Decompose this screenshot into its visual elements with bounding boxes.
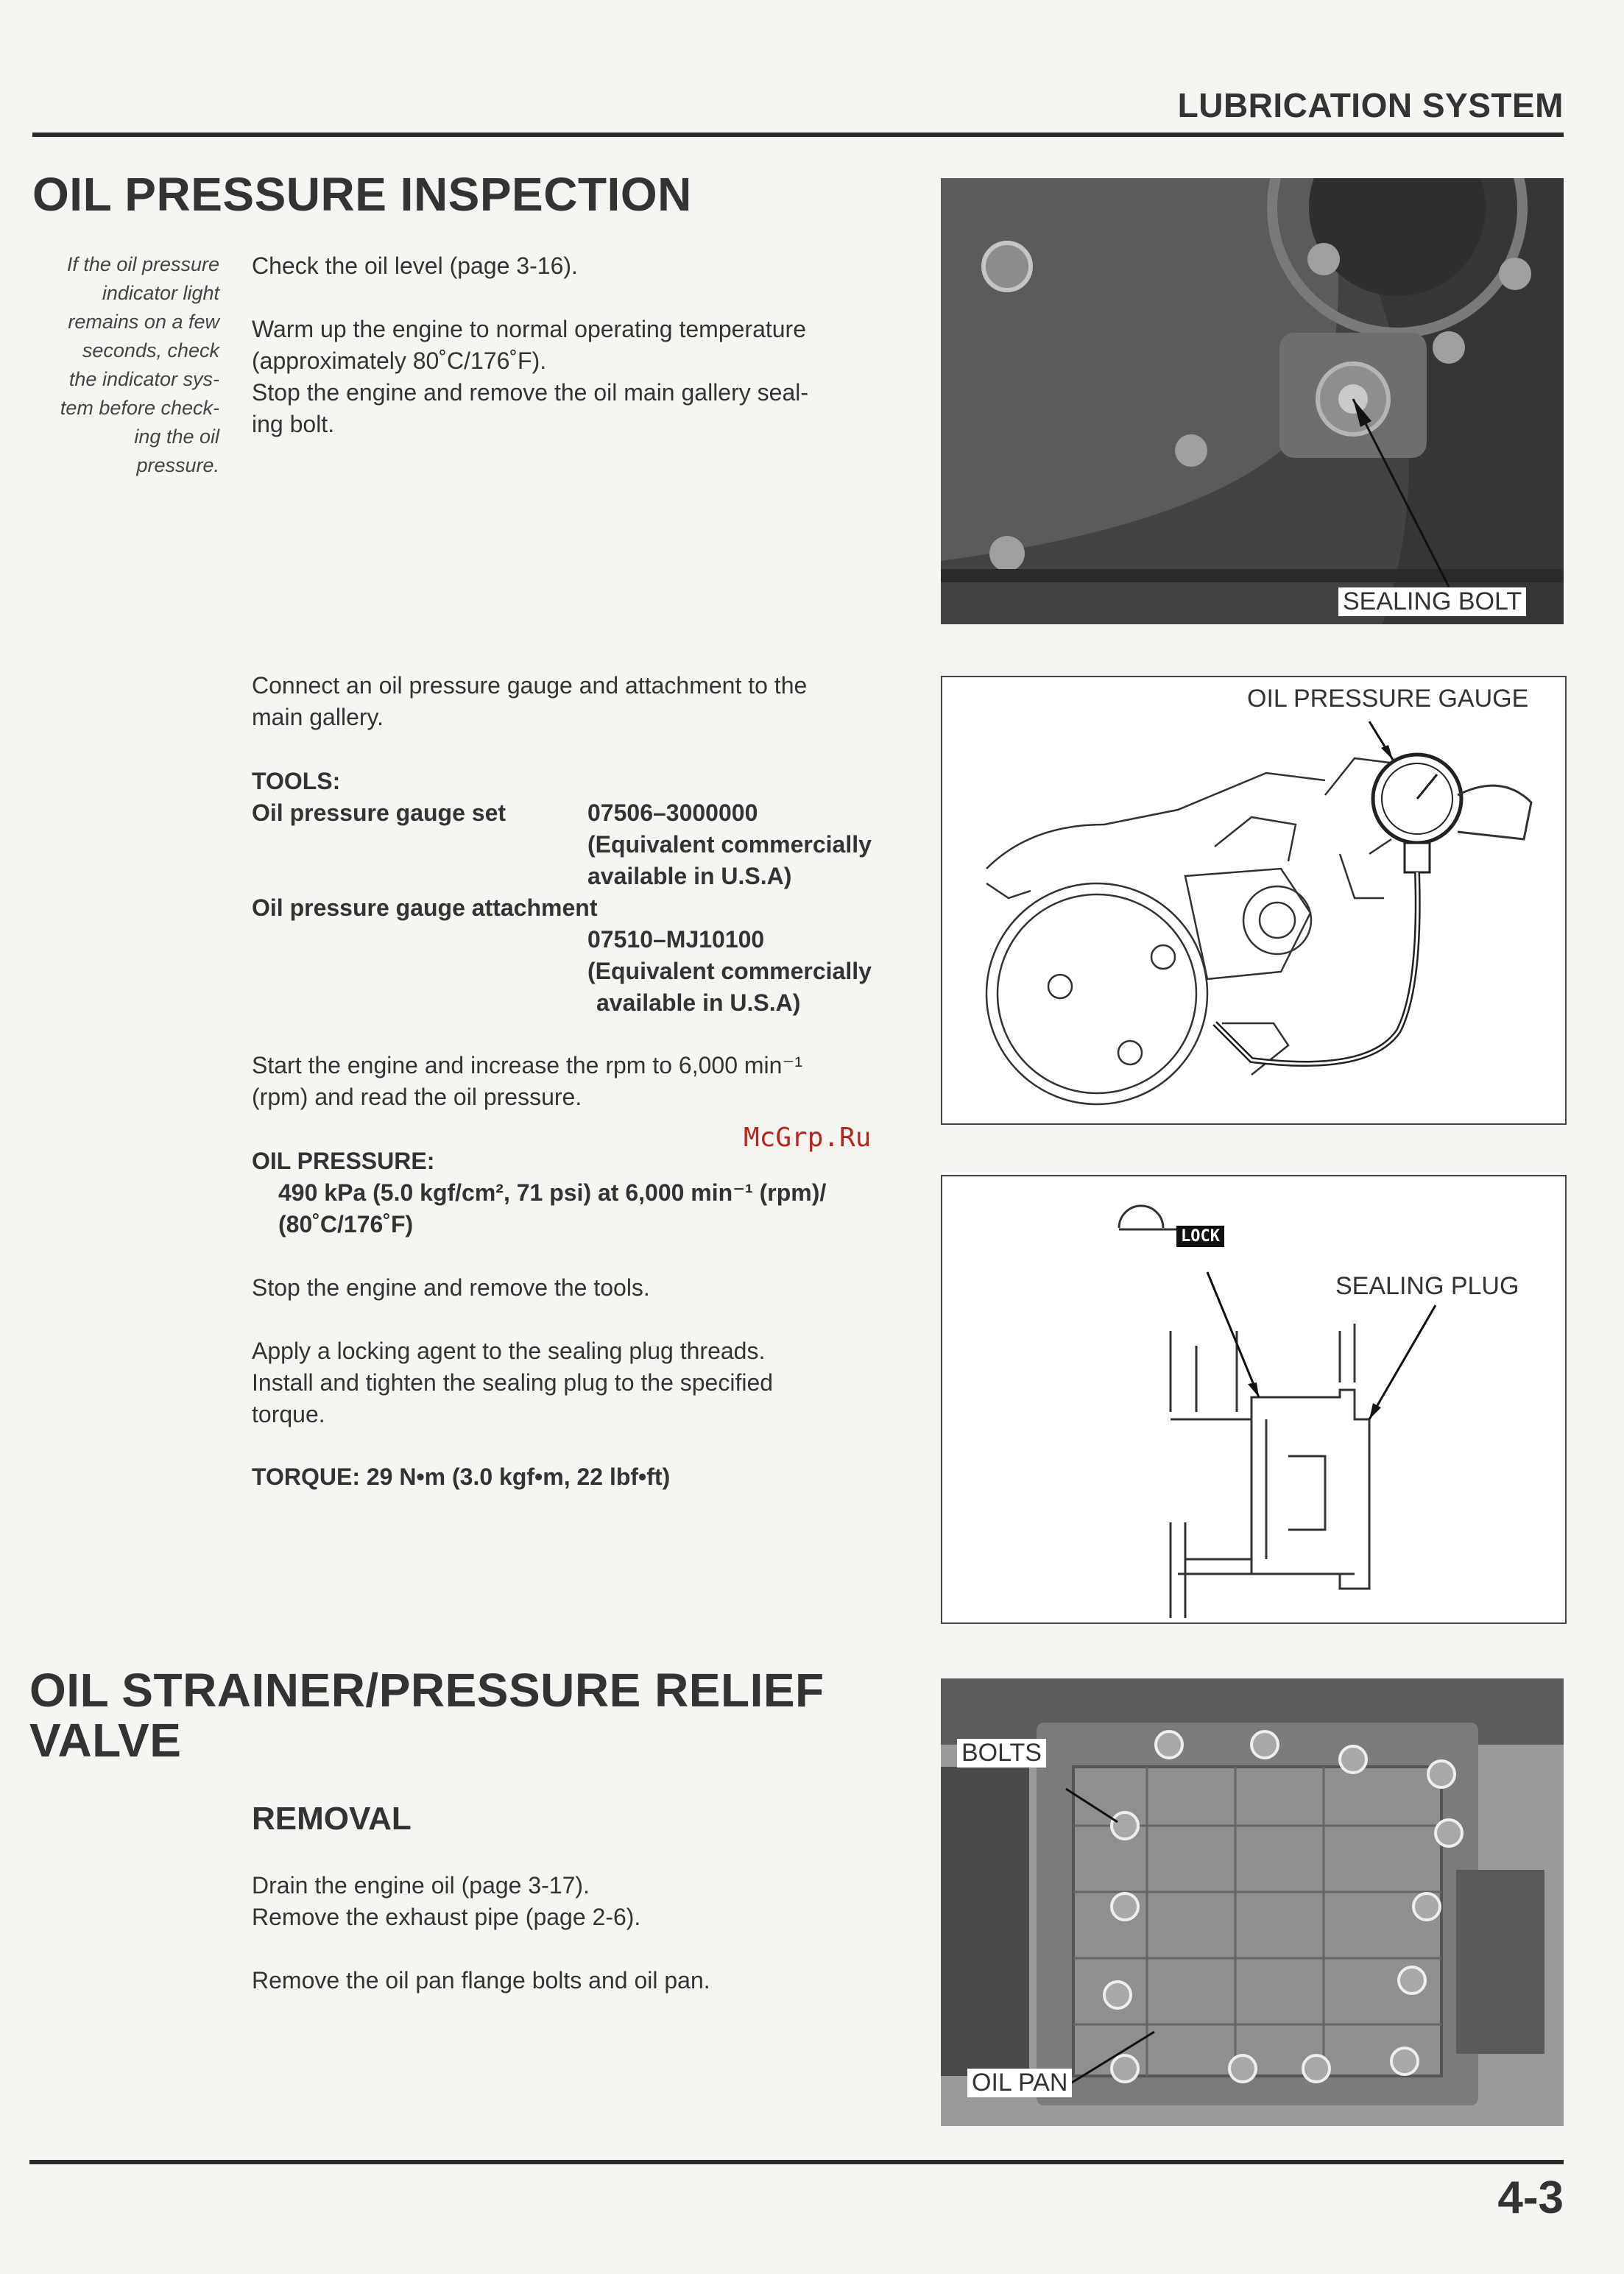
label-oil-pan: OIL PAN bbox=[967, 2069, 1072, 2097]
body-text-2: Connect an oil pressure gauge and attachment to the main gallery. bbox=[252, 672, 808, 730]
section-title-oil-strainer: OIL STRAINER/PRESSURE RELIEF VALVE bbox=[29, 1664, 825, 1767]
page-number: 4-3 bbox=[1497, 2172, 1564, 2223]
engine-cover-photo bbox=[941, 178, 1564, 624]
label-sealing-plug: SEALING PLUG bbox=[1335, 1272, 1519, 1300]
oil-pressure-heading: OIL PRESSURE: bbox=[252, 1148, 435, 1174]
tool1-number: 07506–3000000 (Equivalent commercially available in U.S.A) bbox=[587, 799, 872, 889]
oil-pressure-spec: OIL PRESSURE: 490 kPa (5.0 kgf/cm², 71 psi) at 6,000 min⁻¹ (rpm)/ (80˚C/176˚F) bbox=[252, 1145, 914, 1240]
label-oil-pressure-gauge: OIL PRESSURE GAUGE bbox=[1243, 685, 1533, 713]
section-title-oil-pressure: OIL PRESSURE INSPECTION bbox=[32, 168, 692, 221]
oil-pressure-gauge-diagram bbox=[942, 677, 1565, 1123]
section-header: LUBRICATION SYSTEM bbox=[1177, 86, 1564, 124]
tool2-name: Oil pressure gauge attachment bbox=[252, 894, 598, 921]
tools-heading: TOOLS: bbox=[252, 768, 341, 794]
figure-sealing-plug bbox=[941, 1175, 1567, 1624]
tool1-name: Oil pressure gauge set bbox=[252, 799, 506, 826]
figure-oil-pressure-gauge bbox=[941, 676, 1567, 1125]
tool2-number: 07510–MJ10100 (Equivalent commercially available in U.S.A) bbox=[587, 926, 872, 1016]
removal-steps: Drain the engine oil (page 3-17). Remove the exhaust pipe (page 2-6). Remove the oil pan flange bolts and oil pan. bbox=[252, 1872, 710, 1994]
body-text-1: Check the oil level (page 3-16). Warm up the engine to normal operating temperature (approximately 80˚C/176˚F). Stop the engine and remove the oil main gallery seal- ing bolt. bbox=[252, 250, 914, 440]
header-rule bbox=[32, 133, 1564, 137]
step-stop-engine: Stop the engine and remove the tools. bbox=[252, 1274, 650, 1301]
lock-badge: LOCK bbox=[1176, 1226, 1224, 1247]
step-start-engine: Start the engine and increase the rpm to 6,000 min⁻¹ (rpm) and read the oil pressure. bbox=[252, 1052, 802, 1110]
label-bolts: BOLTS bbox=[957, 1739, 1046, 1768]
step-check-oil: Check the oil level (page 3-16). bbox=[252, 253, 578, 279]
figure-sealing-bolt-photo bbox=[941, 178, 1564, 624]
watermark: McGrp.Ru bbox=[744, 1123, 872, 1153]
sealing-plug-diagram bbox=[942, 1176, 1565, 1622]
torque-spec: TORQUE: 29 N•m (3.0 kgf•m, 22 lbf•ft) bbox=[252, 1463, 671, 1490]
subsection-removal: REMOVAL bbox=[252, 1801, 412, 1837]
side-note: If the oil pressure indicator light remains on a few seconds, check the indicator sys- tem before check- ing the oil pressure. bbox=[60, 253, 219, 476]
tools-block bbox=[252, 766, 914, 797]
step-locking-agent: Apply a locking agent to the sealing plug threads. Install and tighten the sealing plug to the specified torque. bbox=[252, 1338, 774, 1427]
footer-rule bbox=[29, 2160, 1564, 2164]
label-sealing-bolt: SEALING BOLT bbox=[1338, 587, 1526, 616]
